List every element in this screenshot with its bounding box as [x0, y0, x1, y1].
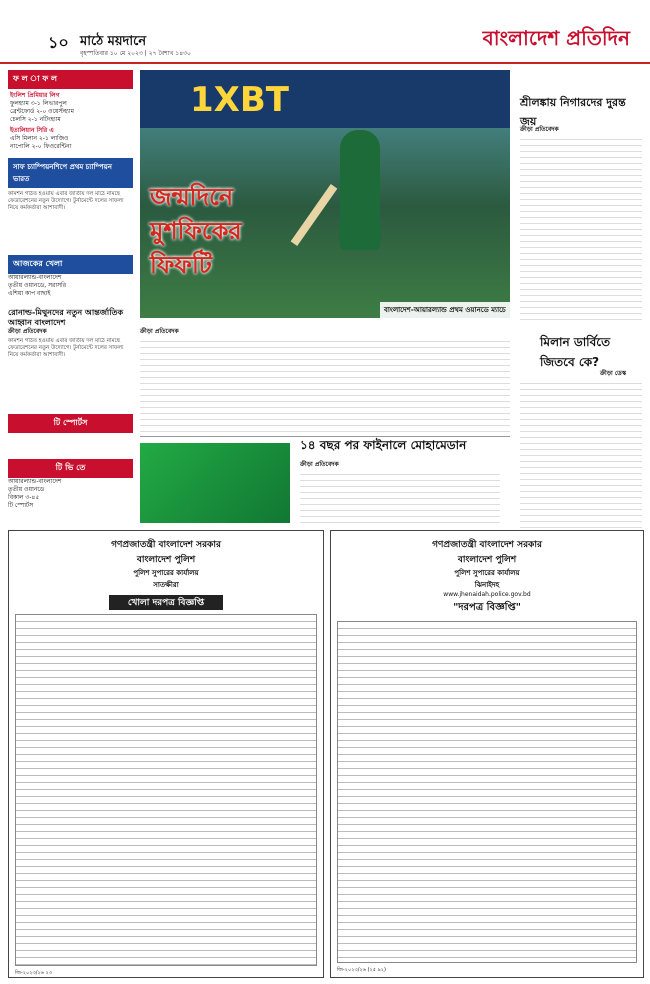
- result-line: নাপোলি ২-০ ফিওরেন্টিনা: [10, 143, 72, 150]
- result-line: ফুলহ্যাম ৩-১ লিভারপুল: [10, 100, 67, 107]
- photo-caption: বাংলাদেশ-আয়ারল্যান্ড প্রথম ওয়ানডে ম্যাচে: [380, 302, 510, 318]
- tv-header: টি ভি তে: [8, 459, 133, 478]
- today-header: আজকের খেলা: [8, 255, 133, 274]
- mid-story-byline: ক্রীড়া প্রতিবেদক: [300, 461, 339, 468]
- ad-gov: গণপ্রজাতন্ত্রী বাংলাদেশ সরকার: [111, 540, 221, 550]
- result-title: ইতালিয়ান সিরি এ: [10, 127, 54, 134]
- ad-footer: জি-২০২৩/২৬ (২৫ ৯২): [337, 967, 386, 973]
- mid-story-photo: [140, 443, 290, 523]
- today-line: আয়ারল্যান্ড-বাংলাদেশ: [8, 274, 62, 281]
- tender-ad-right: [330, 530, 644, 978]
- result-line: এসি মিলান ২-১ লাজিও: [10, 135, 69, 142]
- right-subhead: মিলান ডার্বিতে জিতবে কে?: [540, 335, 611, 369]
- ad-dept: বাংলাদেশ পুলিশ: [457, 555, 517, 565]
- ad-title: খোলা দরপত্র বিজ্ঞপ্তি: [109, 595, 223, 610]
- feature-photo: [140, 70, 510, 318]
- ad-table: [15, 614, 317, 966]
- sponsor-banner: [140, 70, 510, 128]
- batsman-figure: [340, 130, 380, 250]
- result-line: চেলসি ২-১ নটিংহ্যাম: [10, 116, 61, 123]
- newspaper-logo: বাংলাদেশ প্রতিদিন: [482, 26, 630, 50]
- tv-line: তৃতীয় ওয়ানডে: [8, 486, 45, 493]
- result-title: ইংলিশ প্রিমিয়ার লিগ: [10, 92, 60, 99]
- ad-table: [337, 621, 637, 963]
- ad-footer: জি-২০২৩/২৬ ২৩: [15, 970, 52, 976]
- ad-dept: বাংলাদেশ পুলিশ: [136, 555, 196, 565]
- news2-byline: ক্রীড়া প্রতিবেদক: [8, 328, 47, 335]
- today-line: এশিয়া কাপ বাছাই: [8, 290, 51, 297]
- news2-body: কমিশন গঠিত হওয়ায় এবার জাতীয় দল মাঠে নামছে ফেডারেশনের নতুন উদ্যোগে। টুর্নামেন্টে দলের সাফল্য নিয়ে কর্মকর্তারা আশাবাদী।: [8, 338, 124, 359]
- feature-headline: [150, 180, 242, 282]
- right-subhead-body: [520, 378, 642, 528]
- ad-gov: গণপ্রজাতন্ত্রী বাংলাদেশ সরকার: [432, 540, 542, 550]
- results-box: [8, 89, 133, 154]
- right-subhead-byline: ক্রীড়া ডেস্ক: [600, 370, 627, 377]
- mid-story: [140, 436, 510, 529]
- today-line: তৃতীয় ওয়ানডে, সরাসরি: [8, 282, 67, 289]
- ad-office: পুলিশ সুপারের কার্যালয়: [133, 569, 199, 577]
- news1-title: সাফ চ্যাম্পিয়নশিপে প্রথম চ্যাম্পিয়ন ভারত: [8, 158, 133, 188]
- sponsor-text: 1XBT: [190, 80, 289, 120]
- page-header: [0, 0, 650, 64]
- headline-line: মুশফিকের: [150, 217, 242, 245]
- right-story-title: শ্রীলঙ্কায় নিগারদের দুরন্ত জয়: [520, 96, 626, 128]
- ad-office: পুলিশ সুপারের কার্যালয়: [454, 569, 520, 577]
- ad-title: "দরপত্র বিজ্ঞপ্তি": [453, 602, 521, 613]
- tender-ad-left: [8, 530, 324, 978]
- mid-story-body: [300, 469, 500, 525]
- tv-line: আয়ারল্যান্ড-বাংলাদেশ: [8, 478, 62, 485]
- results-header: ফ ল া ফ ল: [8, 70, 133, 89]
- page-number: ১০: [48, 33, 69, 52]
- news1-body: কমিশন গঠিত হওয়ায় এবার জাতীয় দল মাঠে নামছে ফেডারেশনের নতুন উদ্যোগে। টুর্নামেন্টে দলের সাফল্য নিয়ে কর্মকর্তারা আশাবাদী।: [8, 191, 124, 212]
- right-story-byline: ক্রীড়া প্রতিবেদক: [520, 126, 559, 133]
- tv-line: বিকাল ৩-৪৫: [8, 494, 40, 501]
- feature-byline: ক্রীড়া প্রতিবেদক: [140, 328, 179, 335]
- issue-date: বৃহস্পতিবার ১০ মে ২০২৩ | ২৭ বৈশাখ ১৪৩০: [80, 50, 191, 57]
- result-line: ব্রেন্টফোর্ড ২-০ ওয়েস্টহ্যাম: [10, 108, 74, 115]
- news2-title: রোনাল্ড-মিথুনদের নতুন আন্তর্জাতিক আহ্বান বাংলাদেশ: [8, 308, 124, 327]
- left-sidebar: [8, 70, 133, 510]
- feature-body: [140, 336, 510, 436]
- section-title: মাঠে ময়দানে: [80, 34, 147, 49]
- right-story-body: [520, 134, 642, 324]
- ad-place: ঝিনাইদহ: [474, 581, 500, 589]
- ad-place: সাতক্ষীরা: [153, 581, 179, 589]
- headline-line: জন্মদিনে: [150, 183, 234, 211]
- t20-header: টি স্পোর্টস: [8, 414, 133, 433]
- mid-story-title: ১৪ বছর পর ফাইনালে মোহামেডান: [300, 438, 467, 452]
- tv-line: টি স্পোর্টস: [8, 502, 34, 509]
- headline-line: ফিফটি: [150, 251, 212, 279]
- t20-box: [8, 433, 133, 459]
- bat-shape: [291, 184, 338, 246]
- ad-url: www.jhenaidah.police.gov.bd: [443, 591, 531, 598]
